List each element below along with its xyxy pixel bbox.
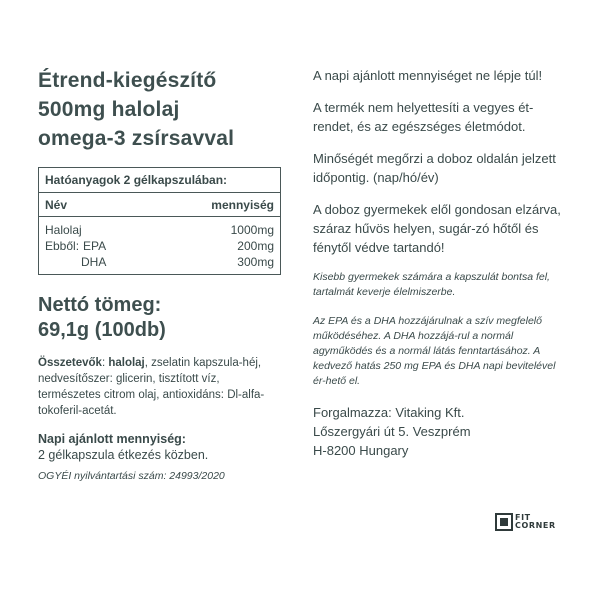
- net-weight: [38, 293, 283, 343]
- column-name: Név: [45, 198, 68, 212]
- warning-diet: A termék nem helyettesíti a vegyes ét-rendet, és az egészséges életmódot.: [313, 100, 534, 134]
- table-body: [39, 217, 280, 274]
- health-claim: Az EPA és a DHA hozzájárulnak a szív megfelelő működéséhez. A DHA hozzájá-rul a normál agyműködés és a normál látás fenntartásához. A kedvező hatás 250 mg EPA és DHA napi bevitelével ér-hető el.: [313, 315, 556, 387]
- column-amount: mennyiség: [211, 198, 274, 212]
- table-column-headers: [39, 193, 280, 217]
- logo-line-1: FIT: [515, 513, 531, 522]
- net-weight-value: 69,1g (100db): [38, 319, 166, 341]
- row-amount: 1000mg: [230, 223, 274, 237]
- ingredients-text: , zselatin kapszula-héj, nedvesítőszer: glicerin, tisztított víz, természetes citrom olaj, antioxidáns: Dl-alfa-tokoferil-acetát.: [38, 357, 265, 417]
- left-column: [38, 66, 283, 483]
- warning-daily-dose: A napi ajánlott mennyiséget ne lépje túl!: [313, 68, 543, 83]
- table-row: [45, 238, 274, 254]
- distributor-line-3: H-8200 Hungary: [313, 443, 409, 458]
- product-title: [38, 66, 283, 153]
- row-amount: 200mg: [237, 239, 274, 253]
- title-line-3: omega-3 zsírsavval: [38, 127, 235, 150]
- title-line-2: 500mg halolaj: [38, 98, 180, 121]
- net-weight-label: Nettó tömeg:: [38, 294, 162, 316]
- table-header: Hatóanyagok 2 gélkapszulában:: [39, 168, 280, 193]
- fitcorner-logo: [495, 513, 556, 531]
- distributor-line-2: Lőszergyári út 5. Veszprém: [313, 424, 471, 439]
- title-line-1: Étrend-kiegészítő: [38, 69, 217, 92]
- best-before-note: Minőségét megőrzi a doboz oldalán jelzett időpontig. (nap/hó/év): [313, 151, 556, 185]
- dose-title: Napi ajánlott mennyiség:: [38, 432, 186, 446]
- row-prefix: Ebből:: [45, 239, 80, 253]
- registration-number: OGYÉI nyilvántartási szám: 24993/2020: [38, 470, 225, 482]
- children-note: Kisebb gyermekek számára a kapszulát bontsa fel, tartalmát keverje élelmiszerbe.: [313, 271, 550, 298]
- active-ingredients-table: [38, 167, 281, 275]
- row-name: Halolaj: [45, 223, 82, 237]
- dose-text: 2 gélkapszula étkezés közben.: [38, 448, 209, 462]
- table-row: [45, 222, 274, 238]
- right-column: [313, 66, 563, 460]
- distributor-info: [313, 403, 563, 460]
- ingredients-paragraph: Összetevők: halolaj, zselatin kapszula-héj, nedvesítőszer: glicerin, tisztított víz, természetes citrom olaj, antioxidáns: Dl-alfa-tokoferil-acetát.: [38, 357, 265, 417]
- storage-note: A doboz gyermekek elől gondosan elzárva, száraz hűvös helyen, sugár-zó hőtől és fénytől védve tartandó!: [313, 202, 561, 255]
- row-name: DHA: [81, 255, 107, 269]
- row-amount: 300mg: [237, 255, 274, 269]
- table-row: [45, 254, 274, 270]
- row-name: EPA: [83, 239, 107, 253]
- distributor-line-1: Forgalmazza: Vitaking Kft.: [313, 405, 465, 420]
- ingredients-label: Összetevők: [38, 357, 102, 369]
- ingredients-highlight: halolaj: [108, 357, 145, 369]
- fitcorner-logo-icon: [495, 513, 513, 531]
- logo-line-2: CORNER: [515, 521, 556, 530]
